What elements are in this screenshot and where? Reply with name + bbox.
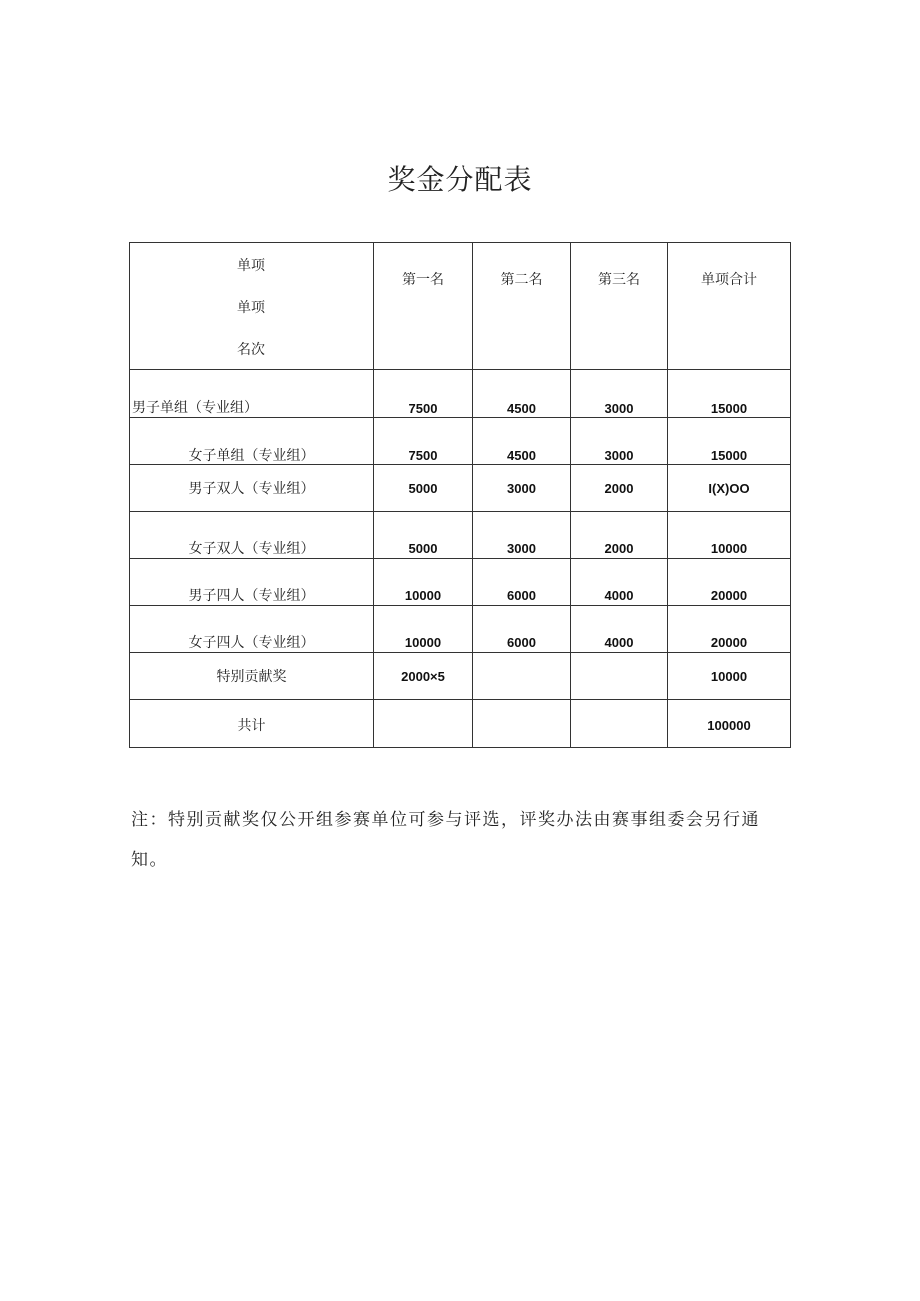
corner-line-3: 名次: [237, 342, 265, 358]
table-row: [130, 465, 791, 512]
row-first-cell: [374, 559, 473, 606]
row-second-cell: [473, 700, 571, 748]
row-name-cell: [130, 700, 374, 748]
row-second-cell: [473, 606, 571, 653]
row-third: 2000: [604, 481, 634, 496]
footnote: 注：特别贡献奖仅公开组参赛单位可参与评选，评奖办法由赛事组委会另行通知。: [131, 810, 760, 870]
row-first-cell: [374, 418, 473, 465]
row-first-cell: [374, 370, 473, 418]
row-total-cell: [668, 465, 791, 512]
corner-line-2: 单项: [237, 300, 265, 316]
row-total: 15000: [710, 401, 748, 416]
row-name-cell: [130, 606, 374, 653]
row-third: 4000: [604, 588, 634, 603]
row-second-cell: [473, 418, 571, 465]
table-row: [130, 653, 791, 700]
header-first-cell: [374, 243, 473, 370]
header-row: [130, 243, 791, 370]
row-second: 6000: [507, 635, 536, 650]
row-second-cell: [473, 559, 571, 606]
header-total: 单项合计: [701, 272, 757, 288]
row-first: 10000: [404, 635, 442, 650]
row-second: 4500: [507, 401, 536, 416]
row-first: 10000: [404, 588, 442, 603]
row-third-cell: [571, 653, 668, 700]
row-second: 3000: [507, 481, 536, 496]
header-second: 第二名: [500, 272, 543, 288]
table-row: [130, 418, 791, 465]
row-second: 3000: [507, 541, 536, 556]
header-total-cell: [668, 243, 791, 370]
row-first: 7500: [408, 448, 438, 463]
row-third: 2000: [604, 541, 634, 556]
row-name: 男子双人（专业组）: [188, 481, 315, 497]
row-first: 5000: [408, 541, 438, 556]
row-third-cell: [571, 606, 668, 653]
row-first: 5000: [408, 481, 438, 496]
row-third-cell: [571, 512, 668, 559]
row-second-cell: [473, 370, 571, 418]
row-third-cell: [571, 370, 668, 418]
row-name-cell: [130, 653, 374, 700]
row-first-cell: [374, 700, 473, 748]
row-third-cell: [571, 418, 668, 465]
row-total: I(X)OO: [708, 481, 750, 496]
corner-line-1: 单项: [237, 258, 265, 274]
row-first: 2000×5: [401, 669, 445, 684]
row-name-cell: [130, 465, 374, 512]
row-second-cell: [473, 653, 571, 700]
row-name: 女子单组（专业组）: [188, 448, 315, 464]
row-first-cell: [374, 465, 473, 512]
row-total: 10000: [710, 541, 748, 556]
header-corner-cell: [130, 243, 374, 370]
row-total-cell: [668, 418, 791, 465]
row-name-cell: [130, 512, 374, 559]
row-name: 女子四人（专业组）: [188, 635, 315, 651]
row-total: 15000: [710, 448, 748, 463]
header-first: 第一名: [402, 272, 444, 288]
row-third-cell: [571, 465, 668, 512]
row-second: 6000: [507, 588, 536, 603]
row-name: 男子单组（专业组）: [132, 400, 258, 416]
prize-table: [129, 242, 791, 748]
row-third-cell: [571, 700, 668, 748]
row-second: 4500: [507, 448, 536, 463]
table-row: [130, 512, 791, 559]
row-total: 20000: [710, 635, 748, 650]
row-name-cell: [130, 418, 374, 465]
row-total: 100000: [707, 718, 751, 733]
table-row: [130, 559, 791, 606]
header-third-cell: [571, 243, 668, 370]
row-third-cell: [571, 559, 668, 606]
header-second-cell: [473, 243, 571, 370]
row-total-cell: [668, 700, 791, 748]
row-third: 4000: [604, 635, 634, 650]
row-second-cell: [473, 465, 571, 512]
row-total: 20000: [710, 588, 748, 603]
row-name: 女子双人（专业组）: [188, 541, 315, 557]
row-total: 10000: [710, 669, 748, 684]
row-first: 7500: [408, 401, 438, 416]
row-second-cell: [473, 512, 571, 559]
row-name: 特别贡献奖: [216, 669, 287, 685]
header-third: 第三名: [598, 272, 640, 288]
row-name: 男子四人（专业组）: [188, 588, 315, 604]
row-name-cell: [130, 370, 374, 418]
row-name: 共计: [237, 718, 266, 734]
table-row: [130, 700, 791, 748]
row-third: 3000: [604, 448, 634, 463]
row-total-cell: [668, 370, 791, 418]
row-total-cell: [668, 653, 791, 700]
row-third: 3000: [604, 401, 634, 416]
table-row: [130, 370, 791, 418]
row-name-cell: [130, 559, 374, 606]
row-first-cell: [374, 653, 473, 700]
page-title: 奖金分配表: [387, 163, 533, 196]
row-total-cell: [668, 512, 791, 559]
row-first-cell: [374, 512, 473, 559]
row-first-cell: [374, 606, 473, 653]
table-row: [130, 606, 791, 653]
row-total-cell: [668, 606, 791, 653]
row-total-cell: [668, 559, 791, 606]
